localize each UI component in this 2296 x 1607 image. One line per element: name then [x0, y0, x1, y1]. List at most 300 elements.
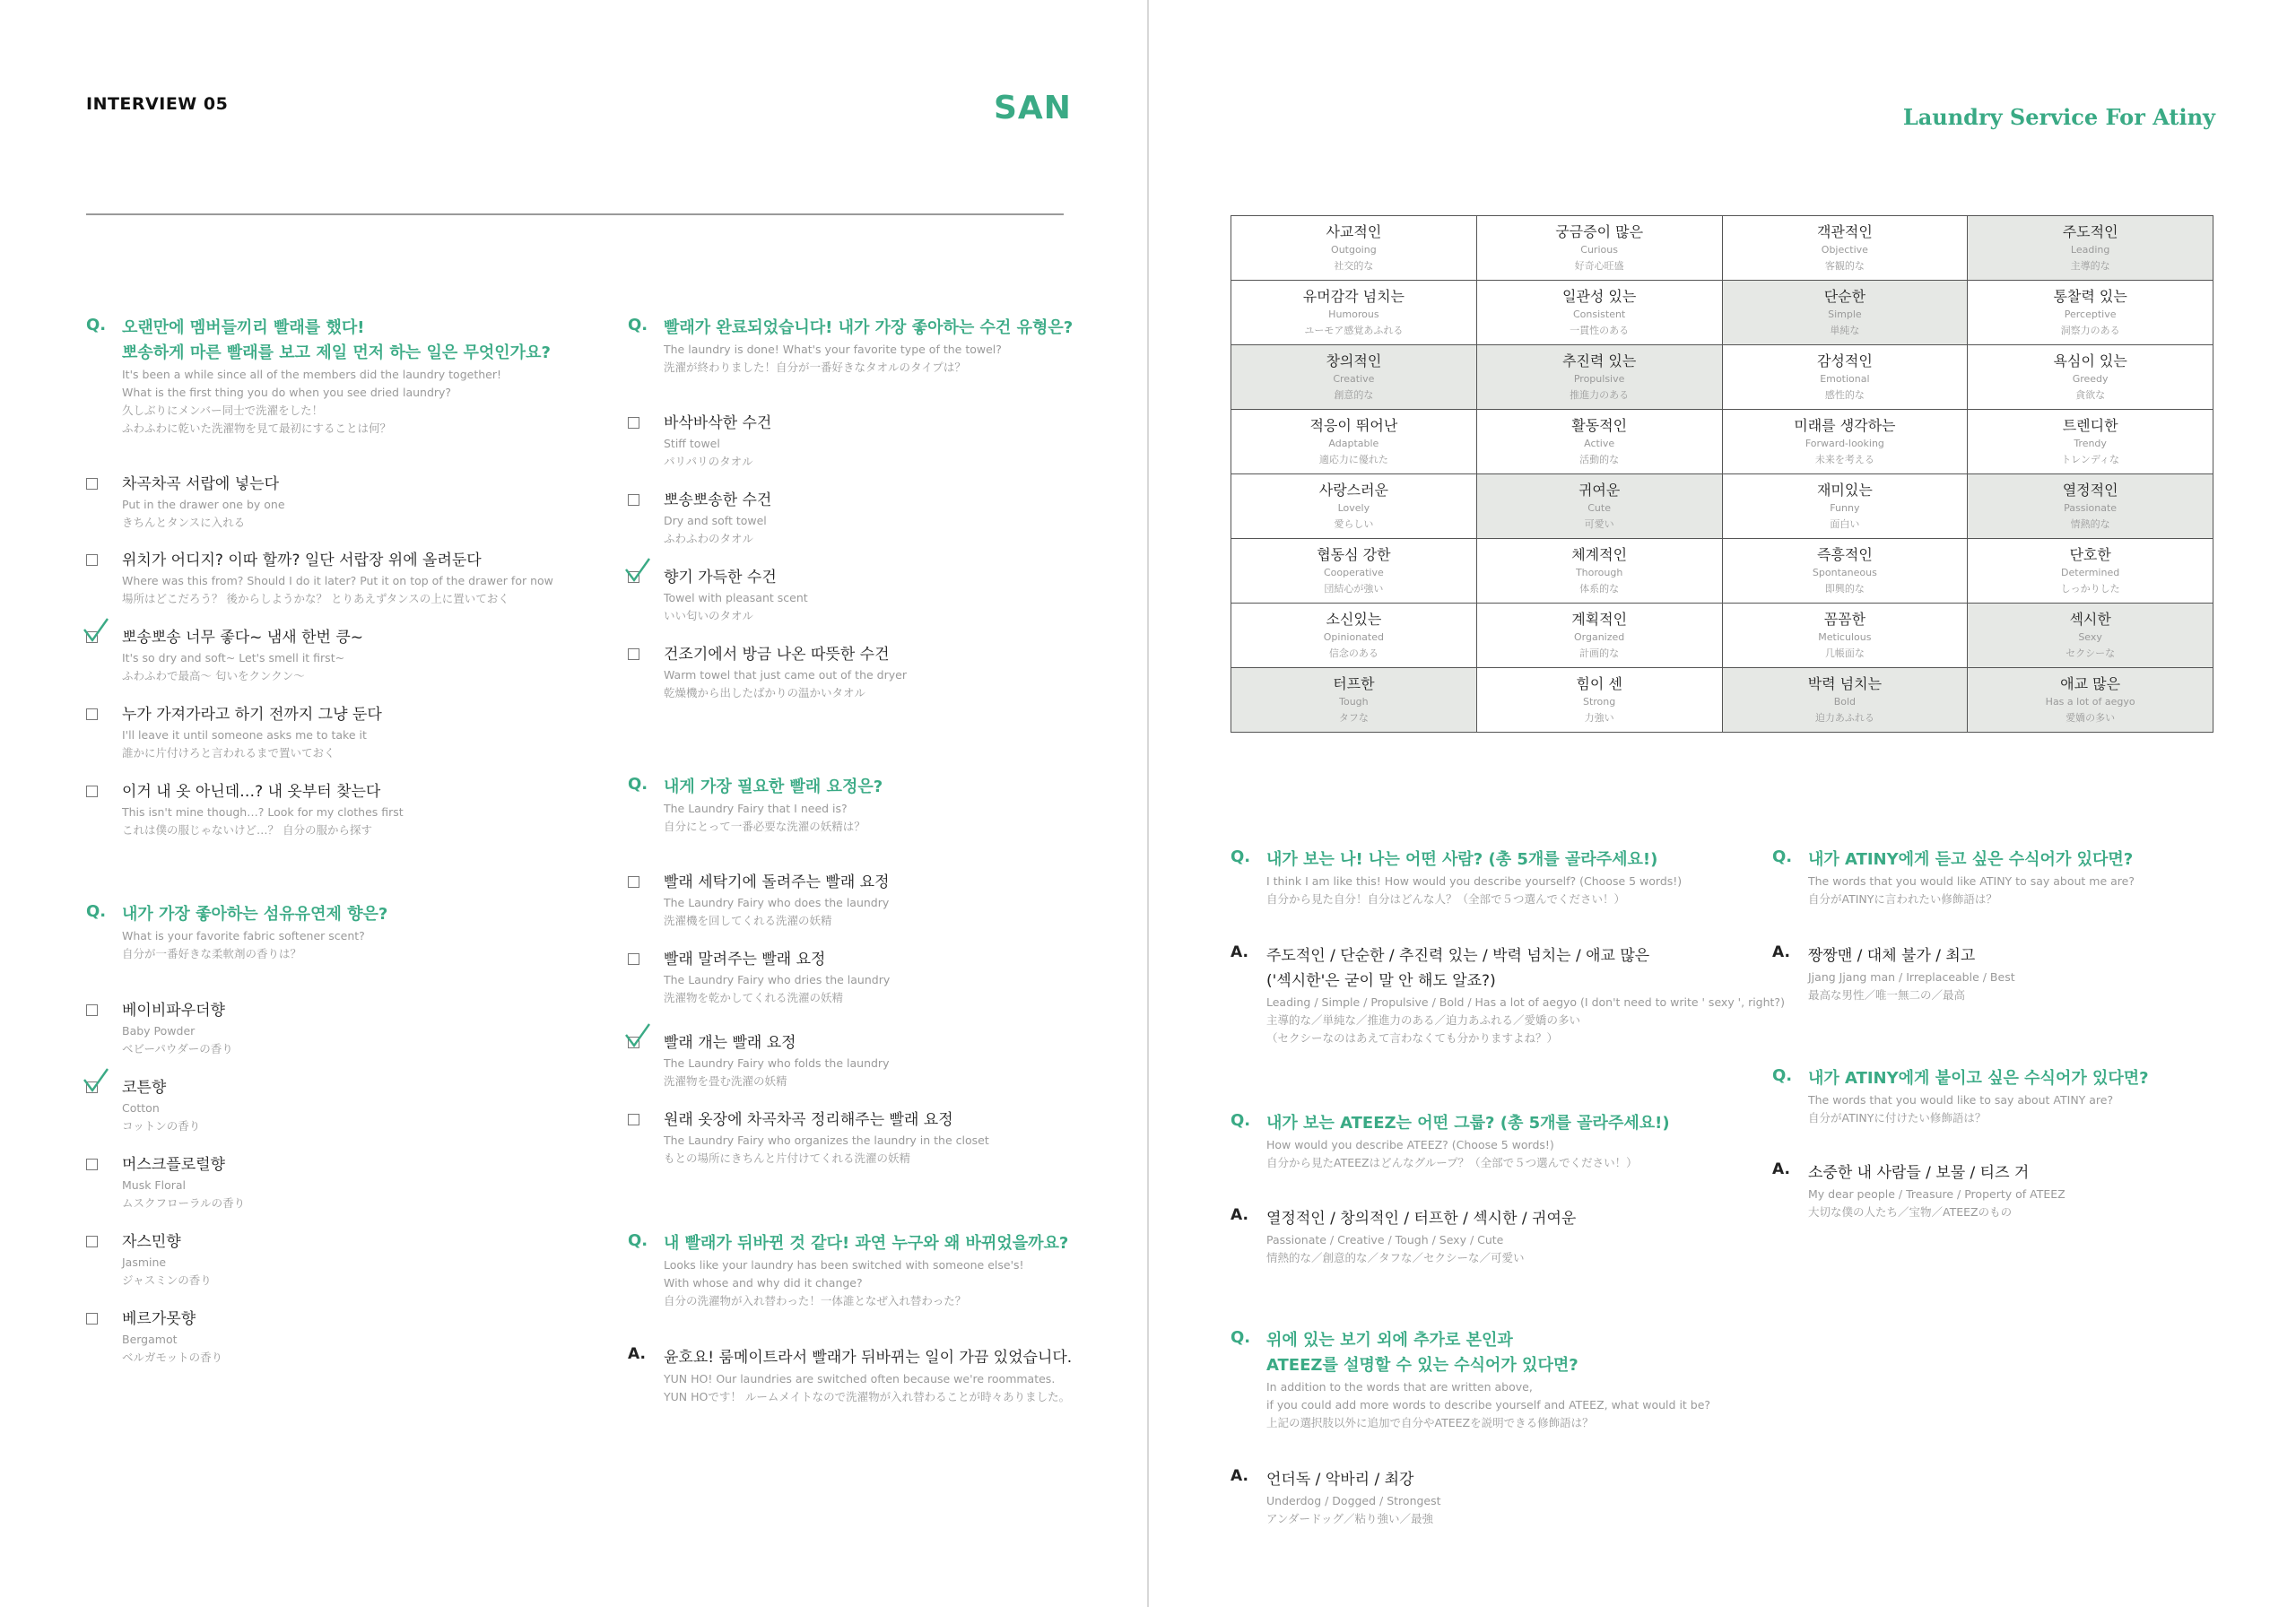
option-1-2[interactable]: [86, 549, 553, 608]
question-5: [628, 1231, 1139, 1310]
grid-cell-jp: 愛嬌の多い: [2066, 711, 2116, 724]
grid-cell-jp: 洞察力のある: [2060, 324, 2120, 336]
question-2: [86, 902, 588, 963]
answer-text: 주도적인 / 단순한 / 추진력 있는 / 박력 넘치는 / 애교 많은: [1266, 947, 1650, 965]
grid-cell-ko: 활동적인: [1571, 416, 1628, 434]
answer-translation: 情熱的な／創意的な／タフな／セクシーな／可愛い: [1266, 1251, 1525, 1264]
question-6: [1231, 847, 1733, 908]
grid-cell: [1968, 474, 2213, 539]
checkbox[interactable]: [628, 1114, 639, 1125]
question-text: 내 빨래가 뒤바뀐 것 같다! 과연 누구와 왜 바뀌었을까요?: [664, 1234, 1069, 1253]
question-text: 내가 보는 ATEEZ는 어떤 그룹? (총 5개를 골라주세요!): [1266, 1114, 1670, 1133]
grid-cell-en: Trendy: [2074, 437, 2107, 449]
grid-cell-ko: 욕심이 있는: [2053, 352, 2127, 369]
checkbox[interactable]: [628, 953, 639, 965]
question-text: 빨래가 완료되었습니다! 내가 가장 좋아하는 수건 유형은?: [664, 318, 1074, 337]
grid-cell-en: Consistent: [1572, 308, 1626, 320]
option-label: 빨래 말려주는 빨래 요정: [664, 951, 826, 969]
question-7: [1231, 1111, 1733, 1172]
option-jp: ベビーパウダーの香り: [122, 1042, 233, 1055]
grid-cell-en: Humorous: [1328, 308, 1379, 320]
grid-cell-jp: 未来を考える: [1814, 453, 1874, 465]
grid-cell-ko: 협동심 강한: [1317, 545, 1391, 563]
option-jp: これは僕の服じゃないけど…？ 自分の服から探す: [122, 823, 372, 837]
option-en: The Laundry Fairy who folds the laundry: [664, 1056, 890, 1070]
grid-cell-en: Tough: [1339, 695, 1369, 708]
grid-cell: [1476, 668, 1722, 733]
grid-cell-en: Outgoing: [1331, 243, 1377, 256]
question-translation: 自分がATINYに付けたい修飾語は？: [1808, 1111, 1987, 1125]
option-label: 머스크플로럴향: [122, 1156, 225, 1174]
answer-6: [1231, 943, 1785, 1047]
q-mark: Q.: [1231, 1111, 1251, 1130]
grid-cell-en: Opinionated: [1323, 630, 1384, 643]
grid-cell: [1476, 281, 1722, 345]
option-label: 누가 가져가라고 하기 전까지 그냥 둔다: [122, 706, 382, 724]
grid-cell-jp: 迫力あふれる: [1814, 711, 1874, 724]
grid-cell-jp: 可愛い: [1584, 517, 1614, 530]
grid-row: [1231, 281, 2213, 345]
answer-translation: YUN HO! Our laundries are switched often because we're roommates.: [664, 1372, 1056, 1385]
option-2-5[interactable]: [86, 1307, 222, 1367]
grid-cell-en: Emotional: [1820, 372, 1870, 385]
option-jp: きちんとタンスに入れる: [122, 516, 246, 529]
grid-cell-en: Thorough: [1575, 566, 1623, 578]
option-jp: 乾燥機から出したばかりの温かいタオル: [664, 686, 866, 699]
option-en: Musk Floral: [122, 1178, 187, 1192]
grid-cell-en: Lovely: [1337, 501, 1370, 514]
answer-text: 언더독 / 악바리 / 최강: [1266, 1471, 1414, 1489]
option-label: 빨래 세탁기에 돌려주는 빨래 요정: [664, 873, 890, 891]
option-label: 위치가 어디지? 이따 할까? 일단 서랍장 위에 올려둔다: [122, 552, 482, 569]
a-mark: A.: [1231, 1467, 1248, 1485]
question-9: [1772, 847, 2239, 908]
grid-cell-ko: 궁금증이 많은: [1555, 222, 1644, 240]
answer-translation: 大切な僕の人たち／宝物／ATEEZのもの: [1808, 1205, 2013, 1219]
grid-cell: [1968, 345, 2213, 410]
grid-cell: [1722, 216, 1968, 281]
grid-cell-jp: セクシーな: [2066, 647, 2116, 659]
option-label: 원래 옷장에 차곡차곡 정리해주는 빨래 요정: [664, 1111, 953, 1129]
grid-cell-jp: 適応力に優れた: [1318, 453, 1388, 465]
grid-row: [1231, 410, 2213, 474]
grid-cell-ko: 추진력 있는: [1561, 352, 1637, 369]
question-translation: The Laundry Fairy that I need is?: [664, 802, 848, 815]
question-text: 뽀송하게 마른 빨래를 보고 제일 먼저 하는 일은 무엇인가요?: [122, 343, 551, 362]
option-en: I'll leave it until someone asks me to take it: [122, 728, 367, 742]
grid-cell-ko: 단호한: [2069, 545, 2111, 563]
option-en: Put in the drawer one by one: [122, 498, 285, 511]
grid-cell-jp: 几帳面な: [1824, 647, 1865, 659]
question-translation: What is your favorite fabric softener scent?: [122, 929, 365, 942]
checkmark-icon: [624, 1022, 651, 1049]
grid-cell-jp: 力強い: [1584, 711, 1614, 724]
grid-cell: [1476, 216, 1722, 281]
grid-cell-ko: 귀여운: [1578, 481, 1621, 499]
option-en: Cotton: [122, 1101, 160, 1115]
option-jp: もとの場所にきちんと片付けてくれる洗濯の妖精: [664, 1151, 911, 1165]
answer-translation: Leading / Simple / Propulsive / Bold / Has a lot of aegyo (I don't need to write ' sexy ', right?): [1266, 995, 1785, 1009]
grid-cell: [1476, 410, 1722, 474]
question-4: [628, 775, 1130, 836]
grid-cell-jp: トレンディな: [2061, 453, 2120, 465]
option-en: Bergamot: [122, 1333, 178, 1346]
grid-cell-ko: 섹시한: [2069, 610, 2111, 628]
checkbox[interactable]: [86, 554, 98, 566]
answer-9: [1772, 943, 2239, 1004]
option-2-4[interactable]: [86, 1230, 212, 1290]
grid-cell-en: Meticulous: [1818, 630, 1872, 643]
grid-cell-ko: 트렌디한: [2062, 416, 2118, 434]
question-translation: The words that you would like to say about ATINY are?: [1808, 1093, 2114, 1107]
grid-row: [1231, 539, 2213, 604]
checkbox[interactable]: [86, 1004, 98, 1016]
grid-row: [1231, 216, 2213, 281]
answer-text: 소중한 내 사람들 / 보물 / 티즈 거: [1808, 1164, 2030, 1182]
question-text: 내가 ATINY에게 듣고 싶은 수식어가 있다면?: [1808, 850, 2134, 869]
grid-cell: [1231, 474, 1477, 539]
option-1-5[interactable]: [86, 780, 404, 839]
question-translation: 自分がATINYに言われたい修飾語は？: [1808, 892, 1997, 906]
grid-cell-en: Propulsive: [1573, 372, 1625, 385]
option-1-1[interactable]: [86, 473, 285, 532]
grid-cell-en: Passionate: [2064, 501, 2118, 514]
option-jp: 洗濯物を畳む洗濯の妖精: [664, 1074, 787, 1088]
answer-5: [628, 1345, 1139, 1406]
member-name: SAN: [994, 90, 1072, 126]
option-label: 향기 가득한 수건: [664, 569, 777, 586]
option-label: 바삭바삭한 수건: [664, 414, 772, 432]
checkbox[interactable]: [86, 708, 98, 720]
grid-cell: [1231, 668, 1477, 733]
option-jp: いい匂いのタオル: [664, 609, 754, 622]
q-mark: Q.: [1772, 847, 1793, 866]
question-3: [628, 316, 1130, 377]
grid-cell-en: Spontaneous: [1812, 566, 1877, 578]
grid-cell: [1722, 539, 1968, 604]
grid-cell-jp: 好奇心旺盛: [1574, 259, 1624, 272]
grid-cell-ko: 즉흥적인: [1816, 545, 1873, 563]
question-text: 내가 가장 좋아하는 섬유유연제 향은?: [122, 905, 388, 924]
grid-row: [1231, 345, 2213, 410]
grid-cell-jp: 信念のある: [1328, 647, 1378, 659]
grid-cell-jp: 団結心が強い: [1324, 582, 1384, 595]
checkbox[interactable]: [86, 786, 98, 797]
grid-cell-en: Objective: [1821, 243, 1868, 256]
q-mark: Q.: [1231, 1328, 1251, 1347]
q-mark: Q.: [628, 1231, 648, 1250]
checkbox[interactable]: [628, 648, 639, 660]
question-text: 내가 ATINY에게 붙이고 싶은 수식어가 있다면?: [1808, 1069, 2149, 1088]
answer-text: 짱짱맨 / 대체 불가 / 최고: [1808, 947, 1976, 965]
grid-cell-ko: 사랑스러운: [1318, 481, 1389, 499]
grid-cell: [1231, 281, 1477, 345]
option-label: 뽀송뽀송 너무 좋다~ 냄새 한번 킁~: [122, 629, 363, 647]
grid-cell: [1722, 474, 1968, 539]
grid-cell-jp: 単純な: [1830, 324, 1860, 336]
a-mark: A.: [628, 1345, 646, 1363]
option-en: It's so dry and soft~ Let's smell it first~: [122, 651, 345, 665]
option-4-1[interactable]: [628, 871, 890, 930]
grid-cell-ko: 미래를 생각하는: [1794, 416, 1896, 434]
option-en: This isn't mine though…? Look for my clothes first: [122, 805, 404, 819]
grid-cell-ko: 재미있는: [1816, 481, 1873, 499]
question-translation: 洗濯が終わりました！自分が一番好きなタオルのタイプは？: [664, 360, 966, 374]
option-label: 빨래 개는 빨래 요정: [664, 1034, 796, 1052]
option-2-3[interactable]: [86, 1153, 245, 1212]
answer-translation: 最高な男性／唯一無二の／最高: [1808, 988, 1966, 1002]
grid-cell-ko: 객관적인: [1816, 222, 1873, 240]
question-translation: 自分から見た自分！自分はどんな人？（全部で５つ選んでください！）: [1266, 892, 1626, 906]
grid-cell-ko: 터프한: [1333, 674, 1375, 692]
question-translation: The words that you would like ATINY to say about me are?: [1808, 874, 2135, 888]
grid-cell-en: Active: [1584, 437, 1615, 449]
grid-cell-en: Simple: [1828, 308, 1862, 320]
checkbox[interactable]: [628, 417, 639, 429]
option-jp: コットンの香り: [122, 1119, 201, 1133]
option-en: Baby Powder: [122, 1024, 196, 1038]
grid-cell-ko: 힘이 센: [1576, 674, 1622, 692]
answer-text: 윤호요! 룸메이트라서 빨래가 뒤바뀌는 일이 가끔 있었습니다.: [664, 1349, 1073, 1367]
grid-cell-jp: ユーモア感覚あふれる: [1304, 324, 1404, 336]
grid-cell-ko: 체계적인: [1571, 545, 1628, 563]
grid-cell-jp: 貪欲な: [2075, 388, 2106, 401]
grid-cell: [1476, 604, 1722, 668]
grid-row: [1231, 668, 2213, 733]
question-translation: How would you describe ATEEZ? (Choose 5 words!): [1266, 1138, 1554, 1151]
option-en: The Laundry Fairy who organizes the laundry in the closet: [664, 1134, 989, 1147]
option-4-2[interactable]: [628, 948, 890, 1007]
grid-cell-ko: 감성적인: [1816, 352, 1873, 369]
checkmark-icon: [83, 617, 109, 644]
grid-cell-en: Adaptable: [1328, 437, 1379, 449]
option-2-1[interactable]: [86, 999, 233, 1058]
answer-text: ('섹시한'은 굳이 말 안 해도 알죠?): [1266, 972, 1496, 990]
option-jp: ふわふわで最高〜 匂いをクンクン〜: [122, 669, 305, 682]
option-label: 베이비파우더향: [122, 1002, 225, 1020]
answer-translation: Passionate / Creative / Tough / Sexy / Cute: [1266, 1233, 1504, 1247]
option-label: 뽀송뽀송한 수건: [664, 491, 772, 509]
checkbox[interactable]: [86, 1313, 98, 1325]
grid-cell-jp: 一貫性のある: [1570, 324, 1630, 336]
grid-cell: [1476, 539, 1722, 604]
grid-cell: [1968, 668, 2213, 733]
question-translation: if you could add more words to describe yourself and ATEEZ, what would it be?: [1266, 1398, 1711, 1412]
answer-translation: アンダードッグ／粘り強い／最強: [1266, 1512, 1434, 1525]
interview-number: INTERVIEW 05: [86, 94, 229, 114]
option-3-1[interactable]: [628, 412, 771, 471]
grid-cell: [1231, 345, 1477, 410]
question-translation: What is the first thing you do when you see dried laundry?: [122, 386, 452, 399]
grid-cell-jp: タフな: [1338, 711, 1369, 724]
option-jp: ベルガモットの香り: [122, 1351, 223, 1364]
checkmark-icon: [83, 1067, 109, 1094]
question-text: ATEEZ를 설명할 수 있는 수식어가 있다면?: [1266, 1356, 1578, 1375]
question-text: 내가 보는 나! 나는 어떤 사람? (총 5개를 골라주세요!): [1266, 850, 1658, 869]
option-label: 베르가못향: [122, 1310, 196, 1328]
grid-cell: [1231, 216, 1477, 281]
grid-cell: [1231, 604, 1477, 668]
grid-cell-en: Cute: [1587, 501, 1611, 514]
option-en: The Laundry Fairy who dries the laundry: [664, 973, 891, 986]
question-text: 위에 있는 보기 외에 추가로 본인과: [1266, 1331, 1513, 1350]
option-label: 코튼향: [122, 1079, 167, 1097]
grid-cell-ko: 사교적인: [1326, 222, 1382, 240]
grid-cell-ko: 창의적인: [1326, 352, 1382, 369]
grid-cell-jp: 感性的な: [1824, 388, 1865, 401]
answer-8: [1231, 1467, 1751, 1528]
grid-cell-ko: 유머감각 넘치는: [1302, 287, 1405, 305]
question-10: [1772, 1066, 2239, 1127]
answer-translation: Underdog / Dogged / Strongest: [1266, 1494, 1441, 1507]
grid-cell-jp: 即興的な: [1824, 582, 1865, 595]
grid-cell-ko: 박력 넘치는: [1807, 674, 1883, 692]
q-mark: Q.: [628, 316, 648, 334]
grid-cell-ko: 소신있는: [1326, 610, 1382, 628]
option-en: Jasmine: [122, 1255, 167, 1269]
grid-cell-ko: 통찰력 있는: [2053, 287, 2127, 305]
question-translation: Looks like your laundry has been switched with someone else's!: [664, 1258, 1024, 1272]
option-4-3[interactable]: [628, 1031, 889, 1090]
grid-cell-jp: 情熱的な: [2070, 517, 2110, 530]
q-mark: Q.: [628, 775, 648, 794]
grid-cell-en: Has a lot of aegyo: [2045, 695, 2135, 708]
question-text: 오랜만에 멤버들끼리 빨래를 했다!: [122, 318, 365, 337]
grid-cell: [1722, 668, 1968, 733]
grid-cell-en: Curious: [1580, 243, 1618, 256]
question-translation: 自分が一番好きな柔軟剤の香りは？: [122, 947, 302, 960]
option-label: 차곡차곡 서랍에 넣는다: [122, 475, 280, 493]
answer-translation: 主導的な／単純な／推進力のある／迫力あふれる／愛嬌の多い: [1266, 1013, 1581, 1027]
grid-cell-jp: 主導的な: [2070, 259, 2110, 272]
question-text: 내게 가장 필요한 빨래 요정은?: [664, 777, 883, 796]
a-mark: A.: [1772, 943, 1790, 961]
grid-cell-ko: 꼼꼼한: [1823, 610, 1866, 628]
grid-cell-en: Forward-looking: [1805, 437, 1884, 449]
grid-cell: [1722, 345, 1968, 410]
grid-cell: [1231, 410, 1477, 474]
grid-cell: [1968, 539, 2213, 604]
grid-cell: [1476, 345, 1722, 410]
grid-cell-en: Determined: [2061, 566, 2120, 578]
option-1-4[interactable]: [86, 703, 382, 762]
answer-10: [1772, 1160, 2239, 1221]
option-jp: 洗濯物を乾かしてくれる洗濯の妖精: [664, 991, 844, 1004]
grid-cell-ko: 열정적인: [2062, 481, 2118, 499]
grid-cell-ko: 주도적인: [2062, 222, 2118, 240]
grid-cell-jp: しっかりした: [2060, 582, 2120, 595]
grid-cell-jp: 愛らしい: [1334, 517, 1374, 530]
grid-cell: [1968, 281, 2213, 345]
option-2-2[interactable]: [86, 1076, 200, 1135]
grid-cell-ko: 애교 많은: [2060, 674, 2121, 692]
option-jp: 洗濯機を回してくれる洗濯の妖精: [664, 914, 832, 927]
magazine-title: Laundry Service For Atiny: [1902, 104, 2215, 130]
checkbox[interactable]: [86, 478, 98, 490]
answer-7: [1231, 1206, 1751, 1267]
option-3-4[interactable]: [628, 643, 907, 702]
grid-cell-en: Strong: [1582, 695, 1616, 708]
grid-cell-jp: 客観的な: [1824, 259, 1865, 272]
option-jp: パリパリのタオル: [664, 455, 753, 468]
grid-cell: [1476, 474, 1722, 539]
grid-cell-jp: 体系的な: [1579, 582, 1620, 595]
question-translation: It's been a while since all of the members did the laundry together!: [122, 368, 501, 381]
question-translation: The laundry is done! What's your favorite type of the towel?: [664, 343, 1002, 356]
grid-cell-jp: 面白い: [1830, 517, 1860, 530]
option-1-3[interactable]: [86, 626, 363, 685]
option-en: The Laundry Fairy who does the laundry: [664, 896, 890, 909]
grid-cell-en: Funny: [1830, 501, 1860, 514]
grid-row: [1231, 474, 2213, 539]
option-jp: ムスクフローラルの香り: [122, 1196, 246, 1210]
q-mark: Q.: [86, 902, 107, 921]
question-8: [1231, 1328, 1751, 1432]
option-jp: ジャスミンの香り: [122, 1273, 212, 1287]
checkbox[interactable]: [86, 1159, 98, 1170]
grid-cell-ko: 일관성 있는: [1561, 287, 1637, 305]
grid-cell-en: Perceptive: [2064, 308, 2117, 320]
option-4-4[interactable]: [628, 1108, 989, 1168]
checkbox[interactable]: [86, 1236, 98, 1247]
option-3-3[interactable]: [628, 566, 808, 625]
grid-cell-en: Leading: [2070, 243, 2110, 256]
option-en: Towel with pleasant scent: [664, 591, 808, 604]
grid-cell: [1968, 216, 2213, 281]
checkbox[interactable]: [628, 494, 639, 506]
grid-cell: [1231, 539, 1477, 604]
grid-cell-en: Organized: [1573, 630, 1625, 643]
grid-cell-jp: 活動的な: [1579, 453, 1620, 465]
option-3-2[interactable]: [628, 489, 771, 548]
a-mark: A.: [1231, 943, 1248, 961]
grid-cell: [1968, 410, 2213, 474]
grid-cell-en: Sexy: [2078, 630, 2102, 643]
grid-cell-en: Cooperative: [1323, 566, 1384, 578]
question-translation: 上記の選択肢以外に追加で自分やATEEZを説明できる修飾語は？: [1266, 1416, 1594, 1429]
a-mark: A.: [1231, 1206, 1248, 1224]
q-mark: Q.: [1772, 1066, 1793, 1085]
question-translation: ふわふわに乾いた洗濯物を見て最初にすることは何？: [122, 421, 392, 435]
option-en: Warm towel that just came out of the dryer: [664, 668, 907, 682]
page-divider: [1147, 0, 1149, 1607]
option-label: 건조기에서 방금 나온 따뜻한 수건: [664, 646, 890, 664]
q-mark: Q.: [86, 316, 107, 334]
grid-cell-ko: 적응이 뛰어난: [1309, 416, 1398, 434]
question-translation: In addition to the words that are written above,: [1266, 1380, 1533, 1394]
answer-translation: （セクシーなのはあえて言わなくても分かりますよね？）: [1266, 1031, 1559, 1045]
checkbox[interactable]: [628, 876, 639, 888]
grid-cell-ko: 계획적인: [1571, 610, 1628, 628]
option-label: 자스민향: [122, 1233, 181, 1251]
question-translation: I think I am like this! How would you describe yourself? (Choose 5 words!): [1266, 874, 1683, 888]
grid-cell: [1968, 604, 2213, 668]
option-jp: 場所はどこだろう？ 後からしようかな？ とりあえずタンスの上に置いておく: [122, 592, 509, 605]
option-jp: 誰かに片付けろと言われるまで置いておく: [122, 746, 335, 760]
grid-cell-jp: 推進力のある: [1570, 388, 1630, 401]
question-translation: 自分から見たATEEZはどんなグループ？（全部で５つ選んでください！）: [1266, 1156, 1638, 1169]
q-mark: Q.: [1231, 847, 1251, 866]
grid-cell-jp: 計画的な: [1579, 647, 1620, 659]
question-translation: With whose and why did it change?: [664, 1276, 863, 1290]
question-translation: 久しぶりにメンバー同士で洗濯をした！: [122, 404, 324, 417]
grid-cell-en: Creative: [1333, 372, 1375, 385]
grid-cell-jp: 創意的な: [1334, 388, 1374, 401]
grid-row: [1231, 604, 2213, 668]
option-en: Where was this from? Should I do it later? Put it on top of the drawer for now: [122, 574, 553, 587]
answer-translation: My dear people / Treasure / Property of ATEEZ: [1808, 1187, 2066, 1201]
grid-cell: [1722, 281, 1968, 345]
